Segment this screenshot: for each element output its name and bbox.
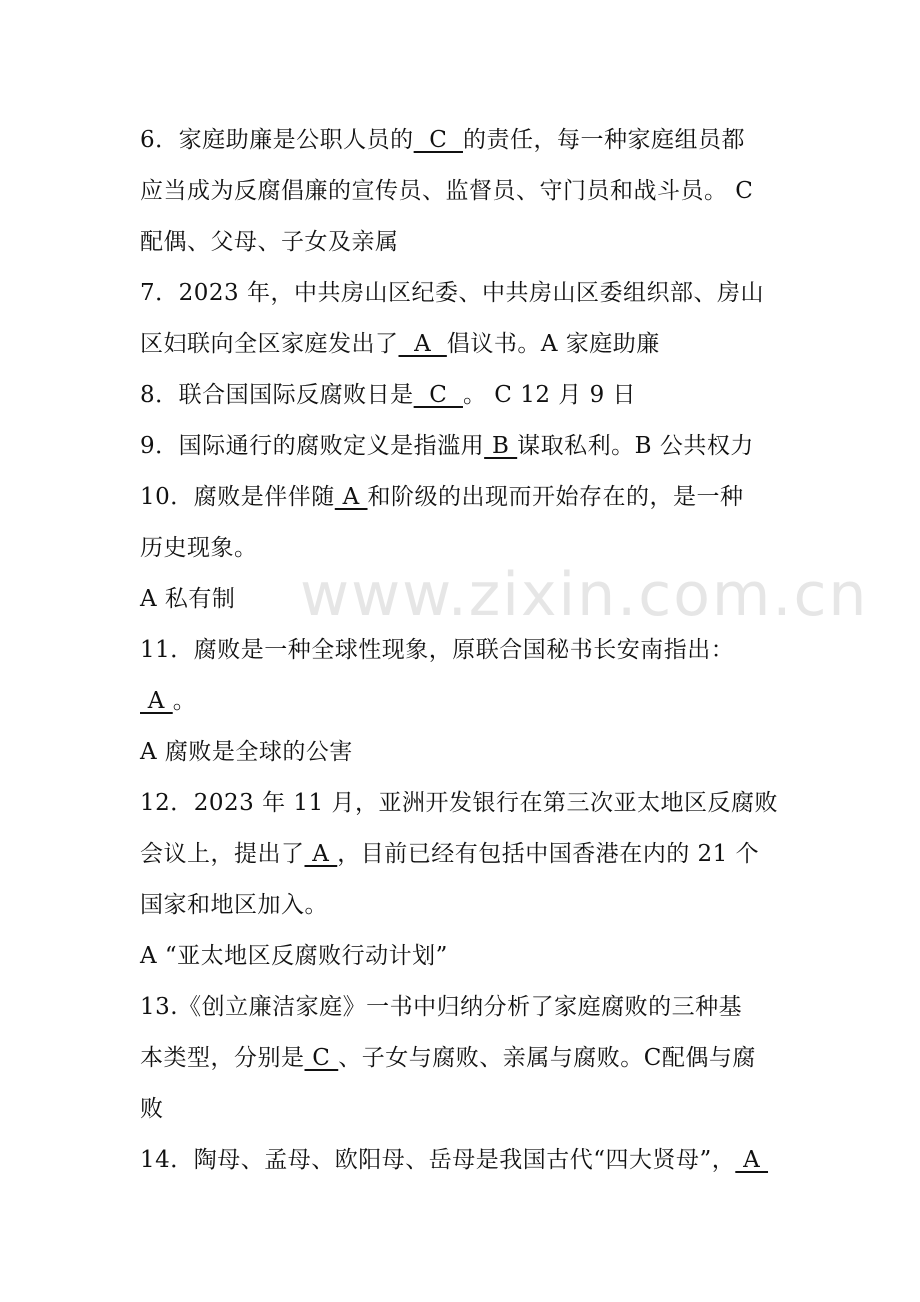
text-segment: 国家和地区加入。 [140,892,328,918]
text-segment: A “亚太地区反腐败行动计划” [140,943,448,969]
text-segment: A 私有制 [140,586,236,612]
text-segment: 7．2023 年，中共房山区纪委、中共房山区委组织部、房山 [140,280,764,306]
text-line [140,373,790,424]
text-segment: 的责任，每一种家庭组员都 [462,127,745,153]
text-segment: 11．腐败是一种全球性现象，原联合国秘书长安南指出： [140,637,735,663]
text-segment: 6．家庭助廉是公职人员的 [140,127,414,153]
answer-blank: C [413,127,463,153]
text-line [140,832,790,883]
document-body [140,118,790,1189]
text-segment: 8．联合国国际反腐败日是 [140,382,414,408]
text-line [140,1087,790,1138]
text-segment: 败 [140,1096,164,1122]
text-segment: 。 [172,688,197,714]
text-segment: 会议上，提出了 [140,841,305,867]
answer-blank: A [735,1147,769,1173]
text-line [140,883,790,934]
text-line [140,679,790,730]
text-line [140,475,790,526]
text-line [140,628,790,679]
text-line [140,985,790,1036]
text-line [140,424,790,475]
text-segment: 历史现象。 [140,535,258,561]
text-line [140,526,790,577]
text-line [140,118,790,169]
answer-blank: B [484,433,518,459]
text-line [140,169,790,220]
watermark: www.zixin.com.cn [300,560,869,630]
text-line [140,1138,790,1189]
text-segment: 本类型，分别是 [140,1045,305,1071]
text-line [140,220,790,271]
answer-blank: C [304,1045,339,1071]
answer-blank: A [334,484,368,510]
text-segment: 。 C 12 月 9 日 [462,382,637,408]
text-segment: 9．国际通行的腐败定义是指滥用 [140,433,485,459]
answer-blank: A [140,688,173,714]
text-segment: ，目前已经有包括中国香港在内的 21 个 [337,841,760,867]
text-line [140,934,790,985]
text-segment: 区妇联向全区家庭发出了 [140,331,399,357]
text-line [140,577,790,628]
text-line [140,730,790,781]
answer-blank: A [398,331,447,357]
text-segment: 应当成为反腐倡廉的宣传员、监督员、守门员和战斗员。 C [140,178,754,204]
text-segment: 谋取私利。B 公共权力 [517,433,754,459]
text-line [140,271,790,322]
text-segment: A 腐败是全球的公害 [140,739,353,765]
text-segment: 和阶级的出现而开始存在的，是一种 [367,484,744,510]
text-segment: 配偶、父母、子女及亲属 [140,229,399,255]
text-segment: 13.《创立廉洁家庭》一书中归纳分析了家庭腐败的三种基 [140,994,743,1020]
answer-blank: C [413,382,463,408]
text-segment: 12．2023 年 11 月，亚洲开发银行在第三次亚太地区反腐败 [140,790,778,816]
text-line [140,1036,790,1087]
text-segment: 、子女与腐败、亲属与腐败。C配偶与腐 [338,1045,756,1071]
text-segment: 10．腐败是伴伴随 [140,484,335,510]
text-line [140,781,790,832]
text-segment: 倡议书。A 家庭助廉 [446,331,660,357]
text-line [140,322,790,373]
text-segment: 14．陶母、孟母、欧阳母、岳母是我国古代“四大贤母”， [140,1147,736,1173]
answer-blank: A [304,841,338,867]
